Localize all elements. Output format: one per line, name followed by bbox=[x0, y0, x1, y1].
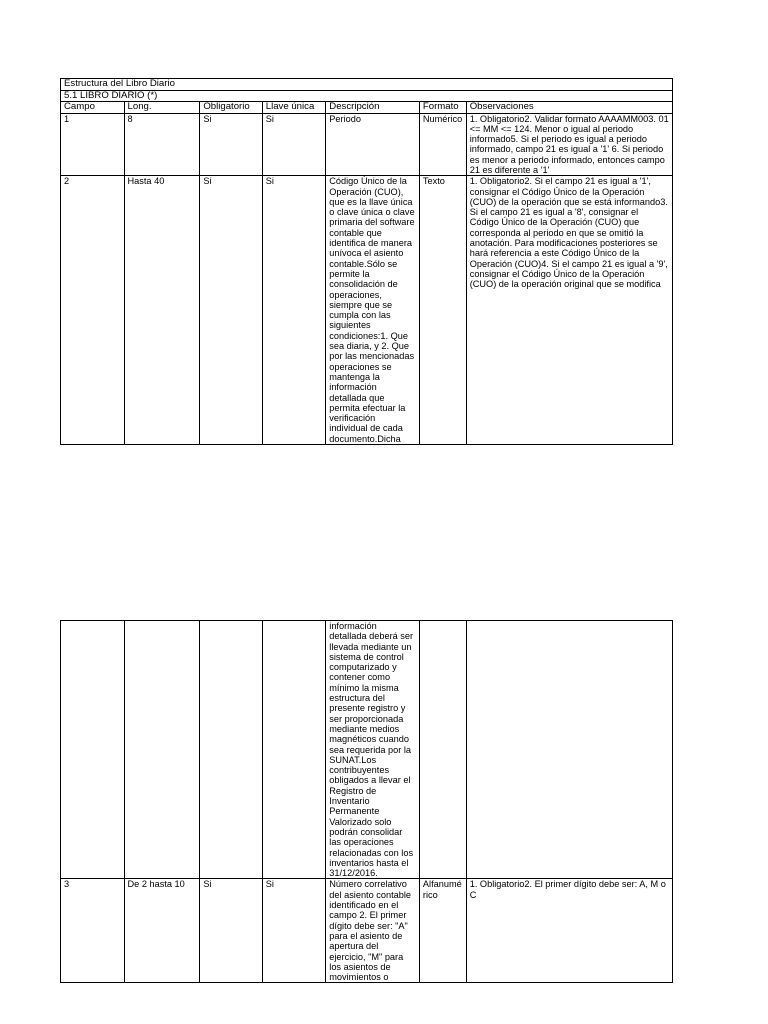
libro-diario-table-page1 bbox=[60, 78, 673, 445]
cell-campo: 3 bbox=[61, 879, 125, 983]
cell-descripcion-continuation: información detallada deberá ser llevada mediante un sistema de control computarizado y contener como mínimo la misma estructura del presente registro y ser proporcionada mediante medios magnéticos cuando sea requerida por la SUNAT.Los contribuyentes obligados a llevar el Registro de Inventario Permanente Valorizado solo podrán consolidar las operaciones relacionadas con los inventarios hasta el 31/12/2016. bbox=[326, 621, 420, 879]
header-descripcion: Descripción bbox=[326, 102, 420, 114]
cell-observaciones: 1. Obligatorio2. Si el campo 21 es igual a '1', consignar el Código Único de la Operación (CUO) de la operación que se está informando3. Si el campo 21 es igual a '8', consignar el Código Único de la Operación (CUO) que corresponda al periodo en que se omitió la anotación. Para modificaciones posteriores se hará referencia a este Código Único de la Operación (CUO)4. Si el campo 21 es igual a '9', consignar el Código Único de la Operación (CUO) de la operación original que se modifica bbox=[466, 176, 672, 445]
cell-obligatorio: Si bbox=[200, 176, 262, 445]
cell-obligatorio: Si bbox=[200, 879, 262, 983]
header-llave: Llave única bbox=[262, 102, 326, 114]
cell-observaciones: 1. Obligatorio2. Validar formato AAAAMM003. 01 <= MM <= 124. Menor o igual al periodo informado5. Si el periodo es igual a periodo informado, campo 21 es igual a '1' 6. Si periodo es menor a periodo informado, entonces campo 21 es diferente a '1' bbox=[466, 113, 672, 176]
table-row bbox=[61, 176, 673, 445]
cell-formato: Numérico bbox=[419, 113, 466, 176]
table-subtitle: 5.1 LIBRO DIARIO (*) bbox=[61, 90, 673, 102]
cell-formato: Alfanumérico bbox=[419, 879, 466, 983]
title-row bbox=[61, 79, 673, 91]
header-observaciones: Observaciones bbox=[466, 102, 672, 114]
cell-long: De 2 hasta 10 bbox=[124, 879, 200, 983]
header-long: Long. bbox=[124, 102, 200, 114]
table-title: Estructura del Libro Diario bbox=[61, 79, 673, 91]
cell-descripcion: Número correlativo del asiento contable identificado en el campo 2. El primer dígito debe ser: "A" para el asiento de apertura del ejercicio, "M" para los asientos de movimientos o bbox=[326, 879, 420, 983]
cell-llave: Si bbox=[262, 176, 326, 445]
subtitle-row bbox=[61, 90, 673, 102]
header-formato: Formato bbox=[419, 102, 466, 114]
cell-formato: Texto bbox=[419, 176, 466, 445]
cell-long: Hasta 40 bbox=[124, 176, 200, 445]
cell-descripcion: Código Único de la Operación (CUO), que es la llave única o clave única o clave primaria del software contable que identifica de manera unívoca el asiento contable.Sólo se permite la consolidación de operaciones, siempre que se cumpla con las siguientes condiciones:1. Que sea diaria, y 2. Que por las mencionadas operaciones se mantenga la información detallada que permita efectuar la verificación individual de cada documento.Dicha bbox=[326, 176, 420, 445]
header-row bbox=[61, 102, 673, 114]
header-campo: Campo bbox=[61, 102, 125, 114]
cell-obligatorio: Si bbox=[200, 113, 262, 176]
cell-descripcion: Periodo bbox=[326, 113, 420, 176]
cell-campo: 1 bbox=[61, 113, 125, 176]
libro-diario-table-page2 bbox=[60, 620, 673, 983]
table-row-continuation bbox=[61, 621, 673, 879]
table-row bbox=[61, 113, 673, 176]
cell-observaciones: 1. Obligatorio2. El primer dígito debe ser: A, M o C bbox=[466, 879, 672, 983]
cell-long: 8 bbox=[124, 113, 200, 176]
header-obligatorio: Obligatorio bbox=[200, 102, 262, 114]
cell-campo: 2 bbox=[61, 176, 125, 445]
cell-llave: Si bbox=[262, 113, 326, 176]
table-row bbox=[61, 879, 673, 983]
cell-llave: Si bbox=[262, 879, 326, 983]
